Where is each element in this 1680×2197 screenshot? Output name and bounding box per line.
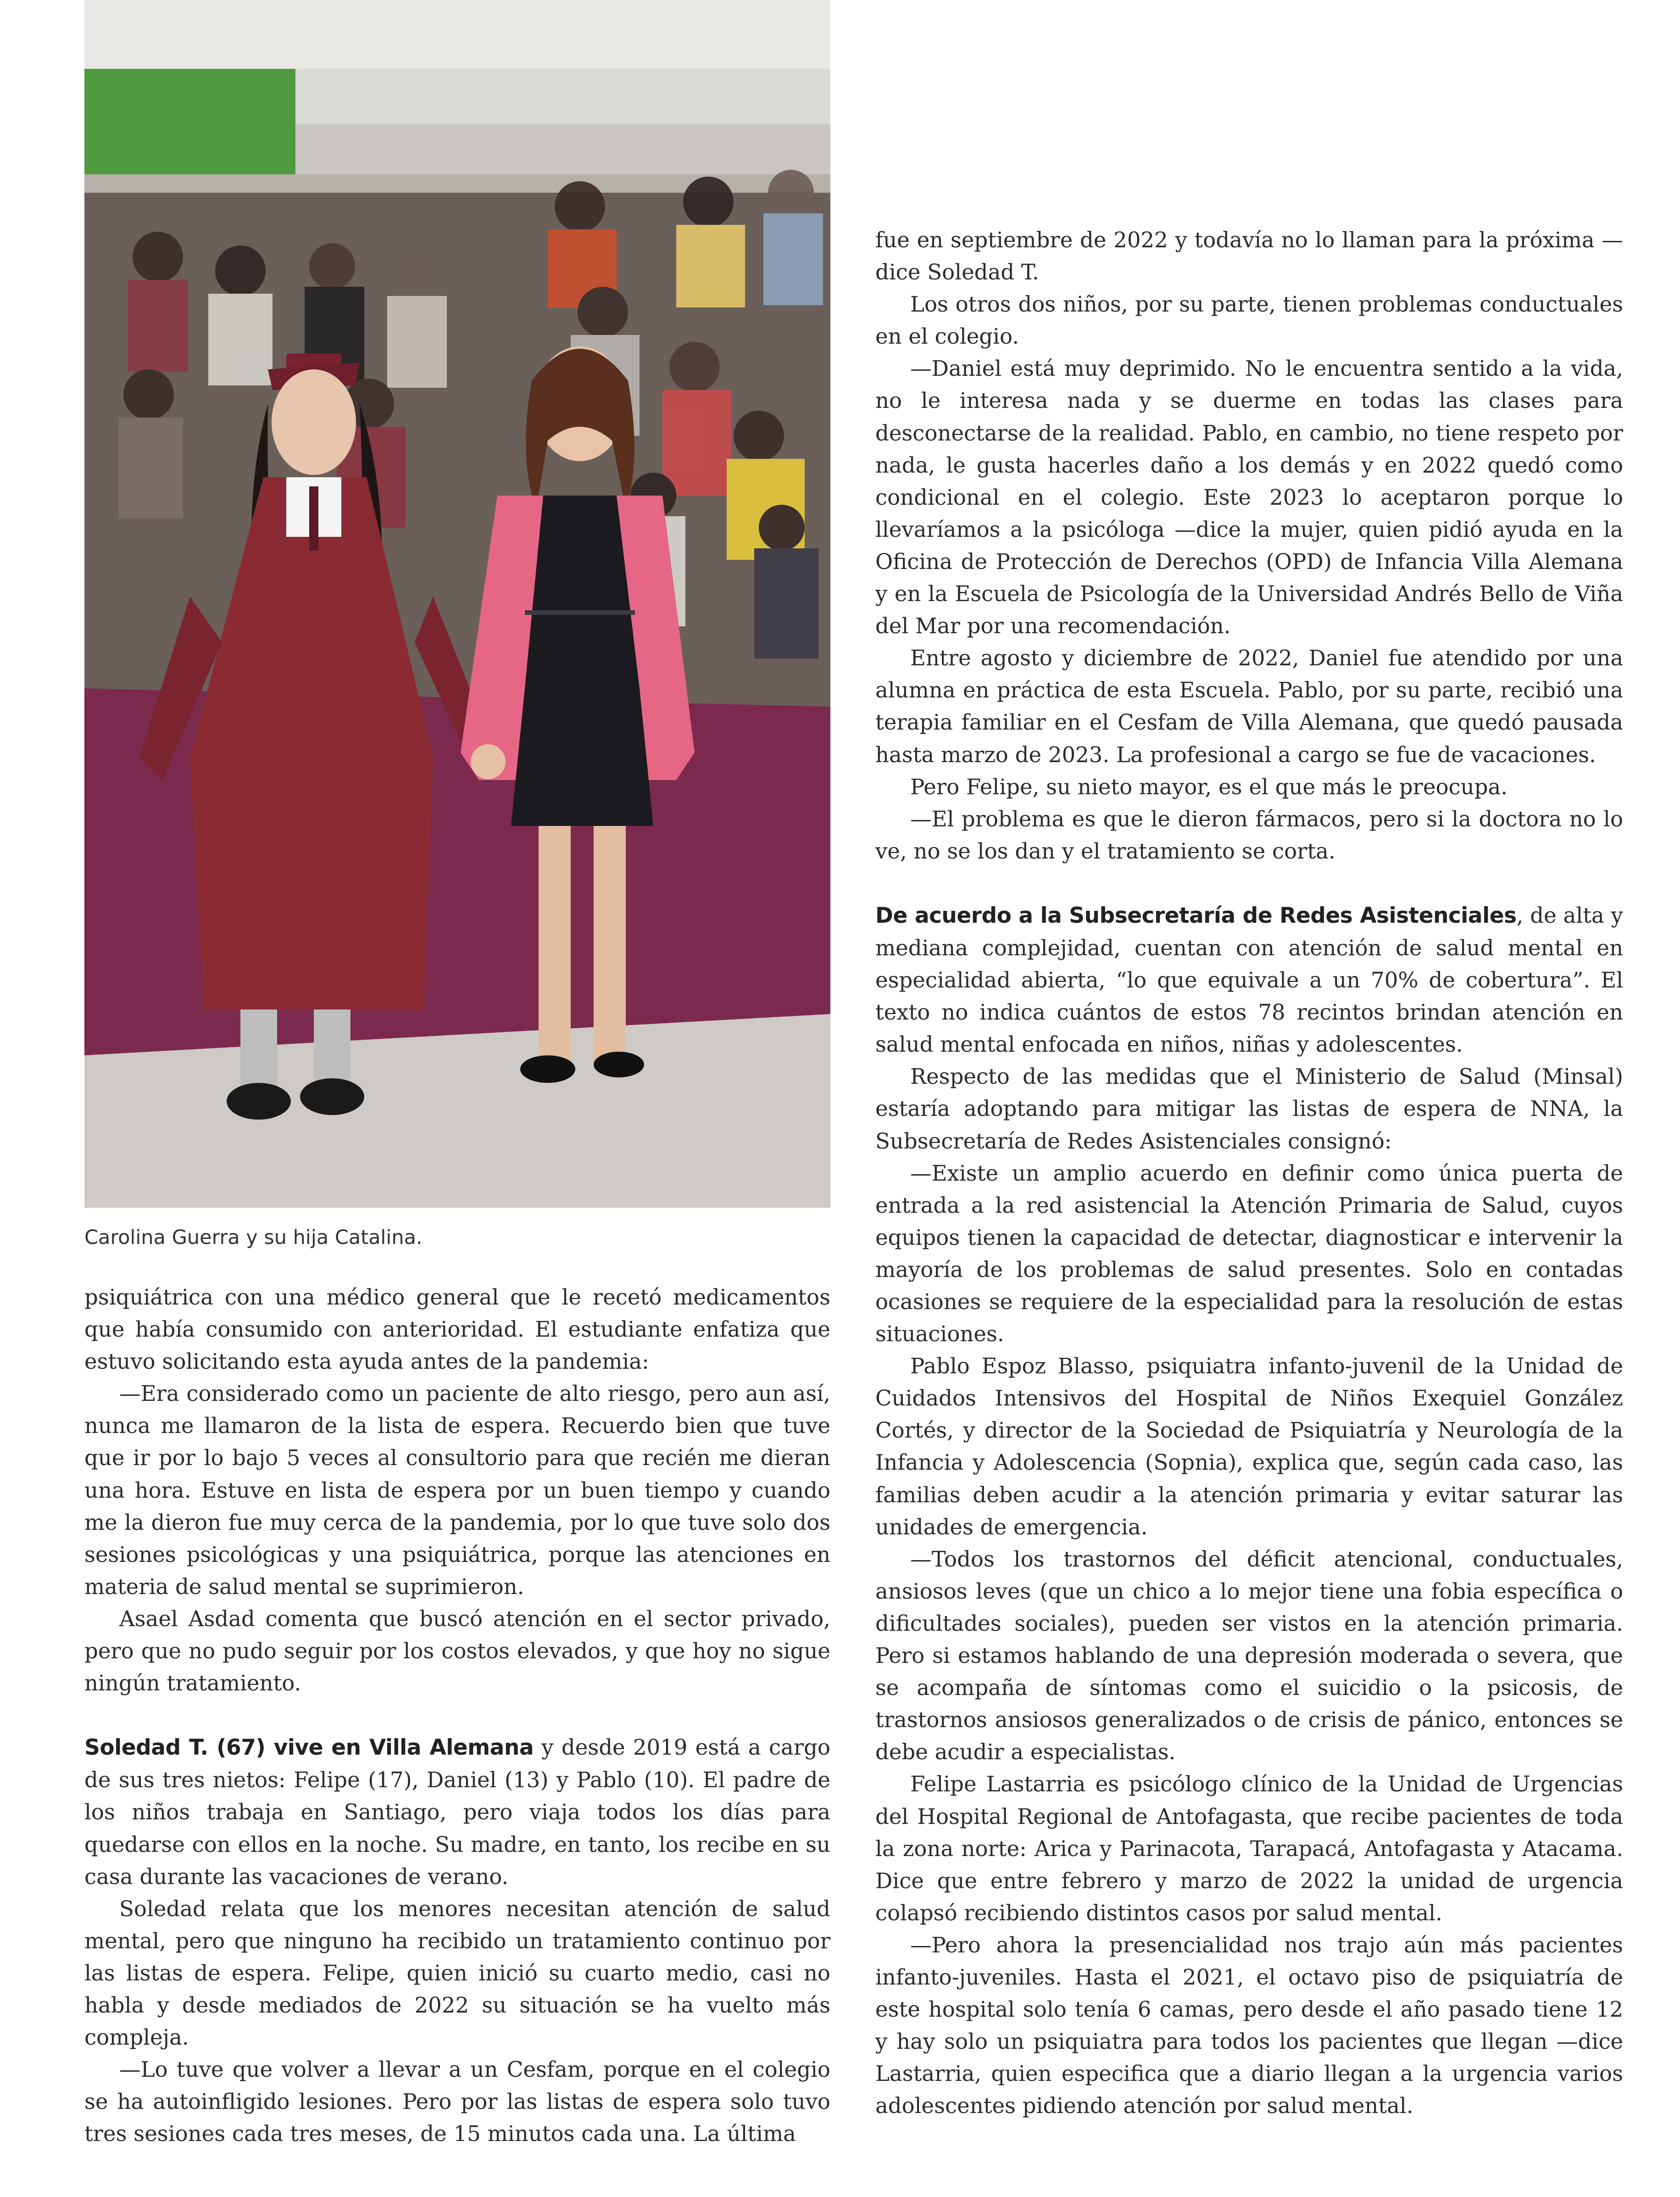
paragraph: Soledad relata que los menores necesitan atención de salud mental, pero que ninguno ha recibido un tratamiento continuo por las listas de espera. Felipe, quien inició su cuarto medio, casi no habla y desde mediados de 2022 su situación se ha vuelto más compleja. [84, 1896, 830, 2050]
paragraph-text: y desde 2019 está a cargo de sus tres nietos: Felipe (17), Daniel (13) y Pablo (10). El padre de los niños trabaja en Santiago, pero viaja todos los días para quedarse con ellos en la noche. Su madre, en tanto, los recibe en su casa durante las vacaciones de verano. [84, 1735, 830, 1889]
paragraph-text: , de alta y mediana complejidad, cuentan con atención de salud mental en especialidad abierta, “lo que equivale a un 70% de cobertura”. El texto no indica cuántos de estos 78 recintos brindan atención en salud mental enfocada en niños, niñas y adolescentes. [875, 903, 1624, 1057]
photo-caption: Carolina Guerra y su hija Catalina. [84, 1226, 423, 1249]
paragraph: Asael Asdad comenta que buscó atención en el sector privado, pero que no pudo seguir por los costos elevados, y que hoy no sigue ningún tratamiento. [84, 1606, 830, 1696]
paragraph: —Existe un amplio acuerdo en definir como única puerta de entrada a la red asistencial la Atención Primaria de Salud, cuyos equipos tienen la capacidad de detectar, diagnosticar e intervenir la mayoría de los problemas de salud presentes. Solo en contadas ocasiones se requiere de la especialidad para la resolución de estas situaciones. [875, 1160, 1623, 1347]
paragraph: fue en septiembre de 2022 y todavía no lo llaman para la próxima —dice Soledad T. [875, 228, 1623, 285]
paragraph: —Todos los trastornos del déficit atencional, conductuales, ansiosos leves (que un chico a lo mejor tiene una fobia específica o dificultades sociales), pueden ser vistos en la atención primaria. Pero si estamos hablando de una depresión moderada o severa, que se acompaña de síntomas como el suicidio o la psicosis, de trastornos ansiosos generalizados o de crisis de pánico, entonces se debe acudir a especialistas. [875, 1546, 1623, 1765]
section-lead-in: Soledad T. (67) vive en Villa Alemana [84, 1735, 534, 1761]
right-text-column [875, 224, 1623, 2122]
paragraph: Entre agosto y diciembre de 2022, Daniel fue atendido por una alumna en práctica de esta Escuela. Pablo, por su parte, recibió una terapia familiar en el Cesfam de Villa Alemana, que quedó pausada hasta marzo de 2023. La profesional a cargo se fue de vacaciones. [875, 646, 1623, 767]
paragraph: Los otros dos niños, por su parte, tienen problemas conductuales en el colegio. [875, 292, 1623, 349]
section-lead-in: De acuerdo a la Subsecretaría de Redes Asistenciales [875, 903, 1517, 928]
paragraph: —Pero ahora la presencialidad nos trajo aún más pacientes infanto-juveniles. Hasta el 2021, el octavo piso de psiquiatría de este hospital solo tenía 6 camas, pero desde el año pasado tiene 12 y hay solo un psiquiatra para todos los pacientes que llegan —dice Lastarria, quien especifica que a diario llegan a la urgencia varios adolescentes pidiendo atención por salud mental. [875, 1932, 1623, 2119]
paragraph: —Lo tuve que volver a llevar a un Cesfam, porque en el colegio se ha autoinfligido lesiones. Pero por las listas de espera solo tuvo tres sesiones cada tres meses, de 15 minutos cada una. La última [84, 2057, 830, 2147]
graduation-photo [84, 0, 830, 1208]
paragraph: Pablo Espoz Blasso, psiquiatra infanto-juvenil de la Unidad de Cuidados Intensivos del Hospital de Niños Exequiel González Cortés, y director de la Sociedad de Psiquiatría y Neurología de la Infancia y Adolescencia (Sopnia), explica que, según cada caso, las familias deben acudir a la atención primaria y evitar saturar las unidades de emergencia. [875, 1354, 1623, 1539]
left-text-column [84, 1281, 830, 2150]
paragraph: Respecto de las medidas que el Ministerio de Salud (Minsal) estaría adoptando para mitigar las listas de espera de NNA, la Subsecretaría de Redes Asistenciales consignó: [875, 1064, 1623, 1154]
photo-illustration [84, 0, 830, 1208]
paragraph: Felipe Lastarria es psicólogo clínico de la Unidad de Urgencias del Hospital Regional de Antofagasta, que recibe pacientes de toda la zona norte: Arica y Parinacota, Tarapacá, Antofagasta y Atacama. Dice que entre febrero y marzo de 2022 la unidad de urgencia colapsó recibiendo distintos casos por salud mental. [875, 1772, 1623, 1925]
paragraph: —El problema es que le dieron fármacos, pero si la doctora no lo ve, no se los dan y el tratamiento se corta. [875, 806, 1623, 864]
paragraph: —Daniel está muy deprimido. No le encuentra sentido a la vida, no le interesa nada y se duerme en todas las clases para desconectarse de la realidad. Pablo, en cambio, no tiene respeto por nada, le gusta hacerles daño a los demás y en 2022 quedó como condicional en el colegio. Este 2023 lo aceptaron porque lo llevaríamos a la psicóloga —dice la mujer, quien pidió ayuda en la Oficina de Protección de Derechos (OPD) de Infancia Villa Alemana y en la Escuela de Psicología de la Universidad Andrés Bello de Viña del Mar por una recomendación. [875, 356, 1623, 639]
paragraph: —Era considerado como un paciente de alto riesgo, pero aun así, nunca me llamaron de la lista de espera. Recuerdo bien que tuve que ir por lo bajo 5 veces al consultorio para que recién me dieran una hora. Estuve en lista de espera por un buen tiempo y cuando me la dieron fue muy cerca de la pandemia, por lo que tuve solo dos sesiones psicológicas y una psiquiátrica, porque las atenciones en materia de salud mental se suprimieron. [84, 1381, 830, 1599]
paragraph: Pero Felipe, su nieto mayor, es el que más le preocupa. [910, 774, 1508, 799]
paragraph [84, 1731, 830, 1892]
paragraph [875, 899, 1623, 1060]
paragraph: psiquiátrica con una médico general que le recetó medicamentos que había consumido con anterioridad. El estudiante enfatiza que estuvo solicitando esta ayuda antes de la pandemia: [84, 1285, 830, 1374]
